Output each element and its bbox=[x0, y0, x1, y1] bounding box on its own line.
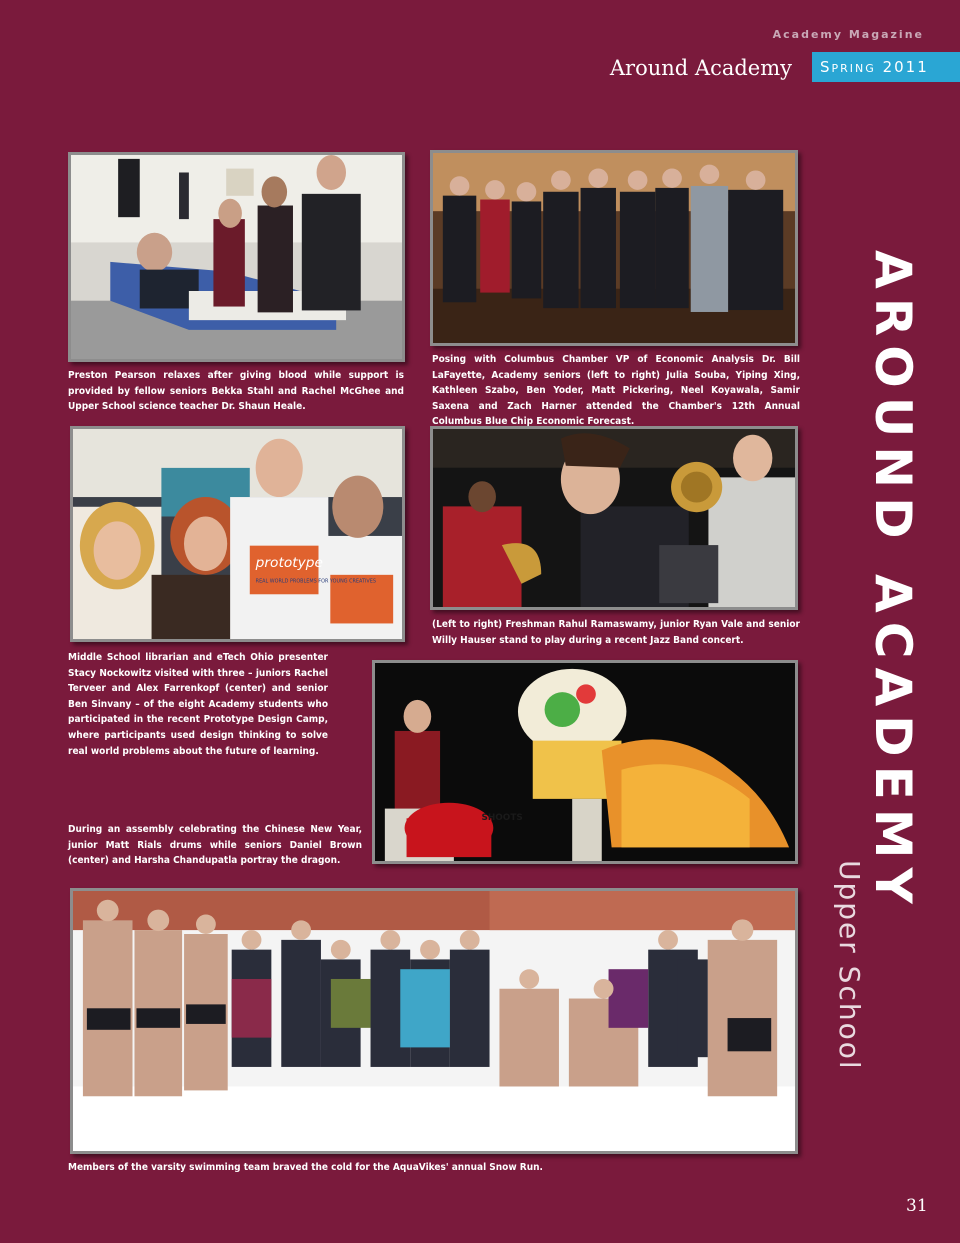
season-badge: Spring 2011 bbox=[812, 52, 960, 82]
prototype-shirt-subtext: REAL WORLD PROBLEMS FOR YOUNG CREATIVES bbox=[255, 578, 376, 585]
side-title: AROUND ACADEMY bbox=[864, 250, 922, 913]
side-subtitle: Upper School bbox=[833, 860, 866, 1071]
prototype-shirt-text: prototype bbox=[255, 555, 323, 572]
blood-drive-caption: Preston Pearson relaxes after giving blood while support is provided by fellow seniors Bekka Stahl and Rachel McGhee and Upper School science teacher Dr. Shaun Heale. bbox=[68, 370, 404, 413]
magazine-label: Academy Magazine bbox=[772, 28, 924, 41]
jazz-caption: (Left to right) Freshman Rahul Ramaswamy, junior Ryan Vale and senior Willy Hauser stand to play during a recent Jazz Band concert. bbox=[432, 619, 800, 646]
swim-team-photo bbox=[70, 888, 798, 1154]
page-number: 31 bbox=[906, 1196, 928, 1216]
prototype-photo bbox=[70, 426, 405, 642]
section-title: Around Academy bbox=[609, 56, 792, 80]
blood-drive-photo bbox=[68, 152, 405, 362]
dragon-caption: During an assembly celebrating the Chinese New Year, junior Matt Rials drums while seniors Daniel Brown (center) and Harsha Chandupatla portray the dragon. bbox=[68, 824, 362, 867]
drum-label: SHOOTS bbox=[481, 813, 523, 824]
chamber-caption: Posing with Columbus Chamber VP of Economic Analysis Dr. Bill LaFayette, Academy seniors (left to right) Julia Souba, Yiping Xing, Kathleen Szabo, Ben Yoder, Matt Pickering, Neel Koyawala, Samir Saxena and Zach Harner attended the Chamber's 12th Annual Columbus Blue Chip Economic Forecast. bbox=[432, 354, 800, 428]
jazz-photo bbox=[430, 426, 798, 610]
swim-team-caption: Members of the varsity swimming team braved the cold for the AquaVikes' annual Snow Run. bbox=[68, 1162, 543, 1173]
chamber-photo bbox=[430, 150, 798, 346]
dragon-photo bbox=[372, 660, 798, 864]
prototype-caption: Middle School librarian and eTech Ohio presenter Stacy Nockowitz visited with three – juniors Rachel Terveer and Alex Farrenkopf (center) and senior Ben Sinvany – of the eight Academy students who participated in the recent Prototype Design Camp, where participants used design thinking to solve real world problems about the future of learning. bbox=[68, 652, 328, 757]
